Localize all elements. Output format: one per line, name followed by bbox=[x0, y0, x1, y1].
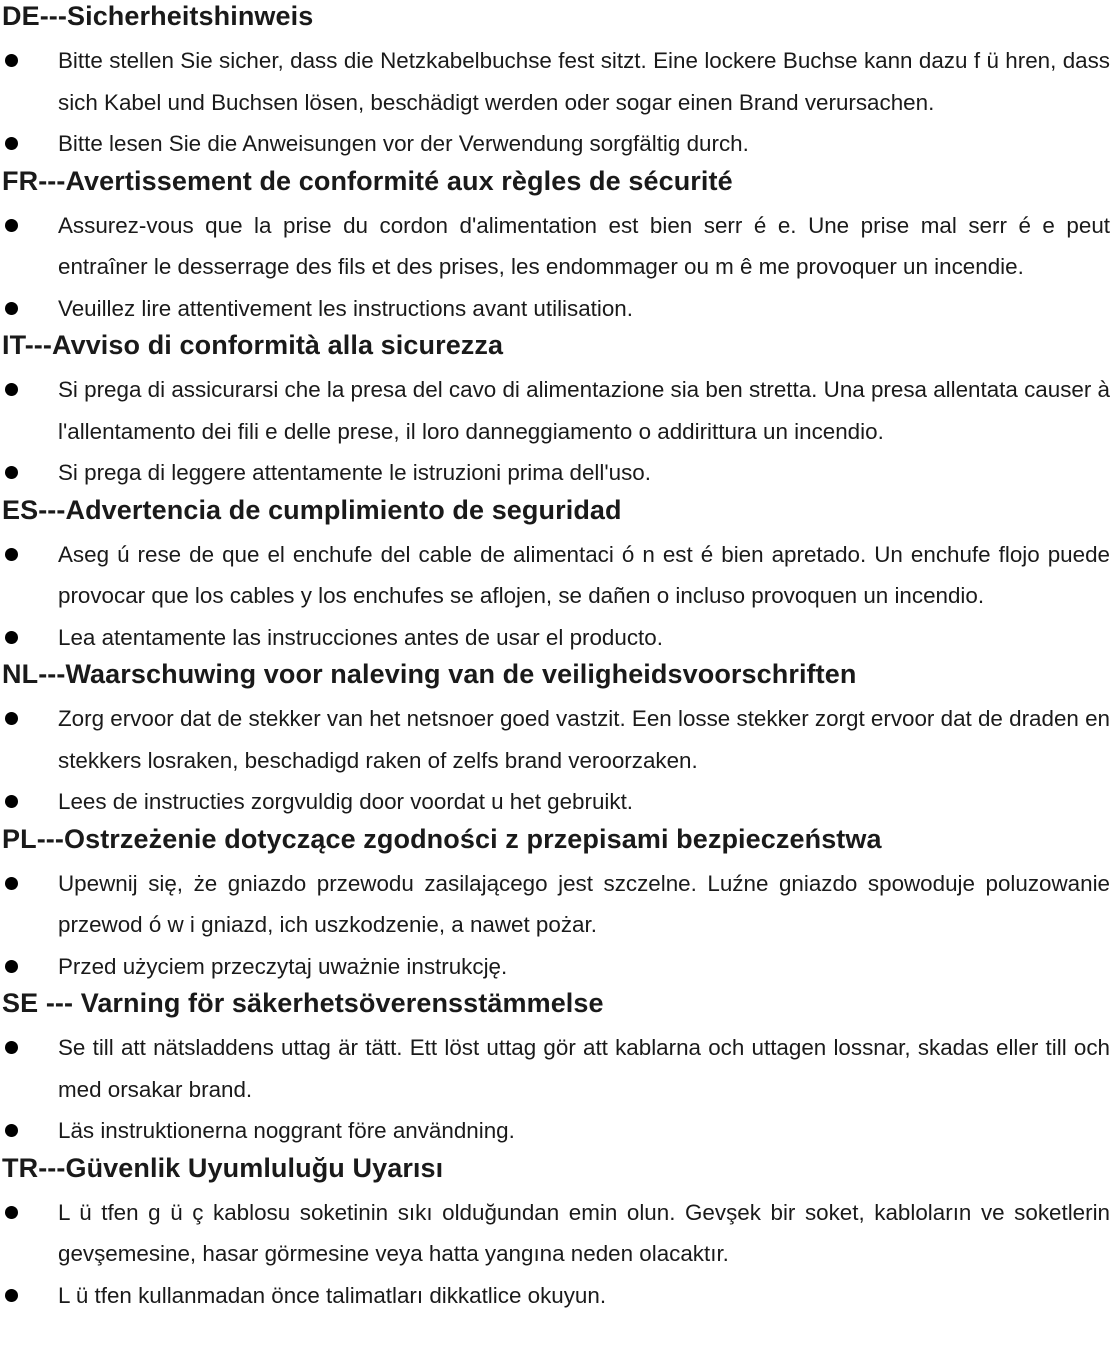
bullet-icon bbox=[5, 219, 18, 232]
bullet-icon bbox=[5, 1289, 18, 1302]
section-heading: PL---Ostrzeżenie dotyczące zgodności z przepisami bezpieczeństwa bbox=[2, 823, 882, 854]
bullet-icon bbox=[5, 795, 18, 808]
section-heading: SE --- Varning för säkerhetsöverensstämmelse bbox=[2, 988, 604, 1018]
bullet-icon bbox=[5, 960, 18, 973]
list-item bbox=[0, 1275, 1118, 1317]
list-item bbox=[0, 369, 1118, 452]
list-item bbox=[0, 288, 1118, 330]
list-item bbox=[0, 1192, 1118, 1275]
list-item bbox=[0, 123, 1118, 165]
section-heading: NL---Waarschuwing voor naleving van de veiligheidsvoorschriften bbox=[2, 659, 857, 689]
bullet-icon bbox=[5, 631, 18, 644]
bullet-icon bbox=[5, 712, 18, 725]
item-text: Bitte stellen Sie sicher, dass die Netzkabelbuchse fest sitzt. Eine lockere Buchse kann dazu f ü hren, dass sich Kabel und Buchsen lösen, beschädigt werden oder sogar einen Brand verursachen. bbox=[58, 48, 1110, 115]
item-text: Przed użyciem przeczytaj uważnie instrukcję. bbox=[58, 953, 508, 979]
item-text: Si prega di leggere attentamente le istruzioni prima dell'uso. bbox=[58, 460, 651, 485]
item-text: Veuillez lire attentivement les instructions avant utilisation. bbox=[58, 295, 633, 321]
bullet-icon bbox=[5, 466, 18, 479]
bullet-icon bbox=[5, 137, 18, 150]
section-nl bbox=[0, 658, 1118, 823]
item-text: L ü tfen kullanmadan önce talimatları dikkatlice okuyun. bbox=[58, 1282, 607, 1308]
item-text: Lees de instructies zorgvuldig door voordat u het gebruikt. bbox=[58, 789, 634, 814]
section-heading: TR---Güvenlik Uyumluluğu Uyarısı bbox=[2, 1152, 444, 1183]
item-text: Zorg ervoor dat de stekker van het netsnoer goed vastzit. Een losse stekker zorgt ervoor dat de draden en stekkers losraken, beschadigd raken of zelfs brand veroorzaken. bbox=[58, 706, 1110, 773]
list-item bbox=[0, 617, 1118, 659]
item-text: Se till att nätsladdens uttag är tätt. Ett löst uttag gör att kablarna och uttagen lossnar, skadas eller till och med orsakar brand. bbox=[58, 1035, 1110, 1102]
bullet-icon bbox=[5, 1206, 18, 1219]
list-item bbox=[0, 946, 1118, 988]
list-item bbox=[0, 205, 1118, 288]
item-text: Lea atentamente las instrucciones antes de usar el producto. bbox=[58, 624, 663, 650]
section-fr bbox=[0, 165, 1118, 330]
bullet-icon bbox=[5, 877, 18, 890]
section-it bbox=[0, 329, 1118, 494]
list-item bbox=[0, 452, 1118, 494]
bullet-icon bbox=[5, 1041, 18, 1054]
item-text: Bitte lesen Sie die Anweisungen vor der Verwendung sorgfältig durch. bbox=[58, 131, 749, 156]
section-es bbox=[0, 494, 1118, 659]
bullet-icon bbox=[5, 302, 18, 315]
list-item bbox=[0, 698, 1118, 781]
list-item bbox=[0, 534, 1118, 617]
list-item bbox=[0, 1110, 1118, 1152]
list-item bbox=[0, 863, 1118, 946]
bullet-icon bbox=[5, 383, 18, 396]
list-item bbox=[0, 40, 1118, 123]
item-text: Assurez-vous que la prise du cordon d'alimentation est bien serr é e. Une prise mal serr é e peut entraîner le desserrage des fils et des prises, les endommager ou m ê me provoquer un incendie. bbox=[58, 212, 1110, 279]
item-text: Si prega di assicurarsi che la presa del cavo di alimentazione sia ben stretta. Una presa allentata causer à l'allentamento dei fili e delle prese, il loro danneggiamento o addirittura un incendio. bbox=[58, 377, 1110, 444]
item-text: Aseg ú rese de que el enchufe del cable de alimentaci ó n est é bien apretado. Un enchufe flojo puede provocar que los cables y los enchufes se aflojen, se dañen o incluso provoquen un incendio. bbox=[58, 541, 1110, 608]
section-heading: FR---Avertissement de conformité aux règles de sécurité bbox=[2, 165, 733, 196]
section-se bbox=[0, 987, 1118, 1152]
section-heading: IT---Avviso di conformità alla sicurezza bbox=[2, 330, 504, 360]
bullet-icon bbox=[5, 54, 18, 67]
list-item bbox=[0, 781, 1118, 823]
item-text: Läs instruktionerna noggrant före användning. bbox=[58, 1118, 515, 1143]
item-text: Upewnij się, że gniazdo przewodu zasilającego jest szczelne. Luźne gniazdo spowoduje poluzowanie przewod ó w i gniazd, ich uszkodzenie, a nawet pożar. bbox=[58, 870, 1110, 937]
section-heading: ES---Advertencia de cumplimiento de seguridad bbox=[2, 494, 622, 525]
item-text: L ü tfen g ü ç kablosu soketinin sıkı olduğundan emin olun. Gevşek bir soket, kabloların ve soketlerin gevşemesine, hasar görmesine veya hatta yangına neden olacaktır. bbox=[58, 1199, 1110, 1266]
section-heading: DE---Sicherheitshinweis bbox=[2, 1, 314, 31]
list-item bbox=[0, 1027, 1118, 1110]
section-pl bbox=[0, 823, 1118, 988]
section-tr bbox=[0, 1152, 1118, 1317]
bullet-icon bbox=[5, 548, 18, 561]
bullet-icon bbox=[5, 1124, 18, 1137]
section-de bbox=[0, 0, 1118, 165]
